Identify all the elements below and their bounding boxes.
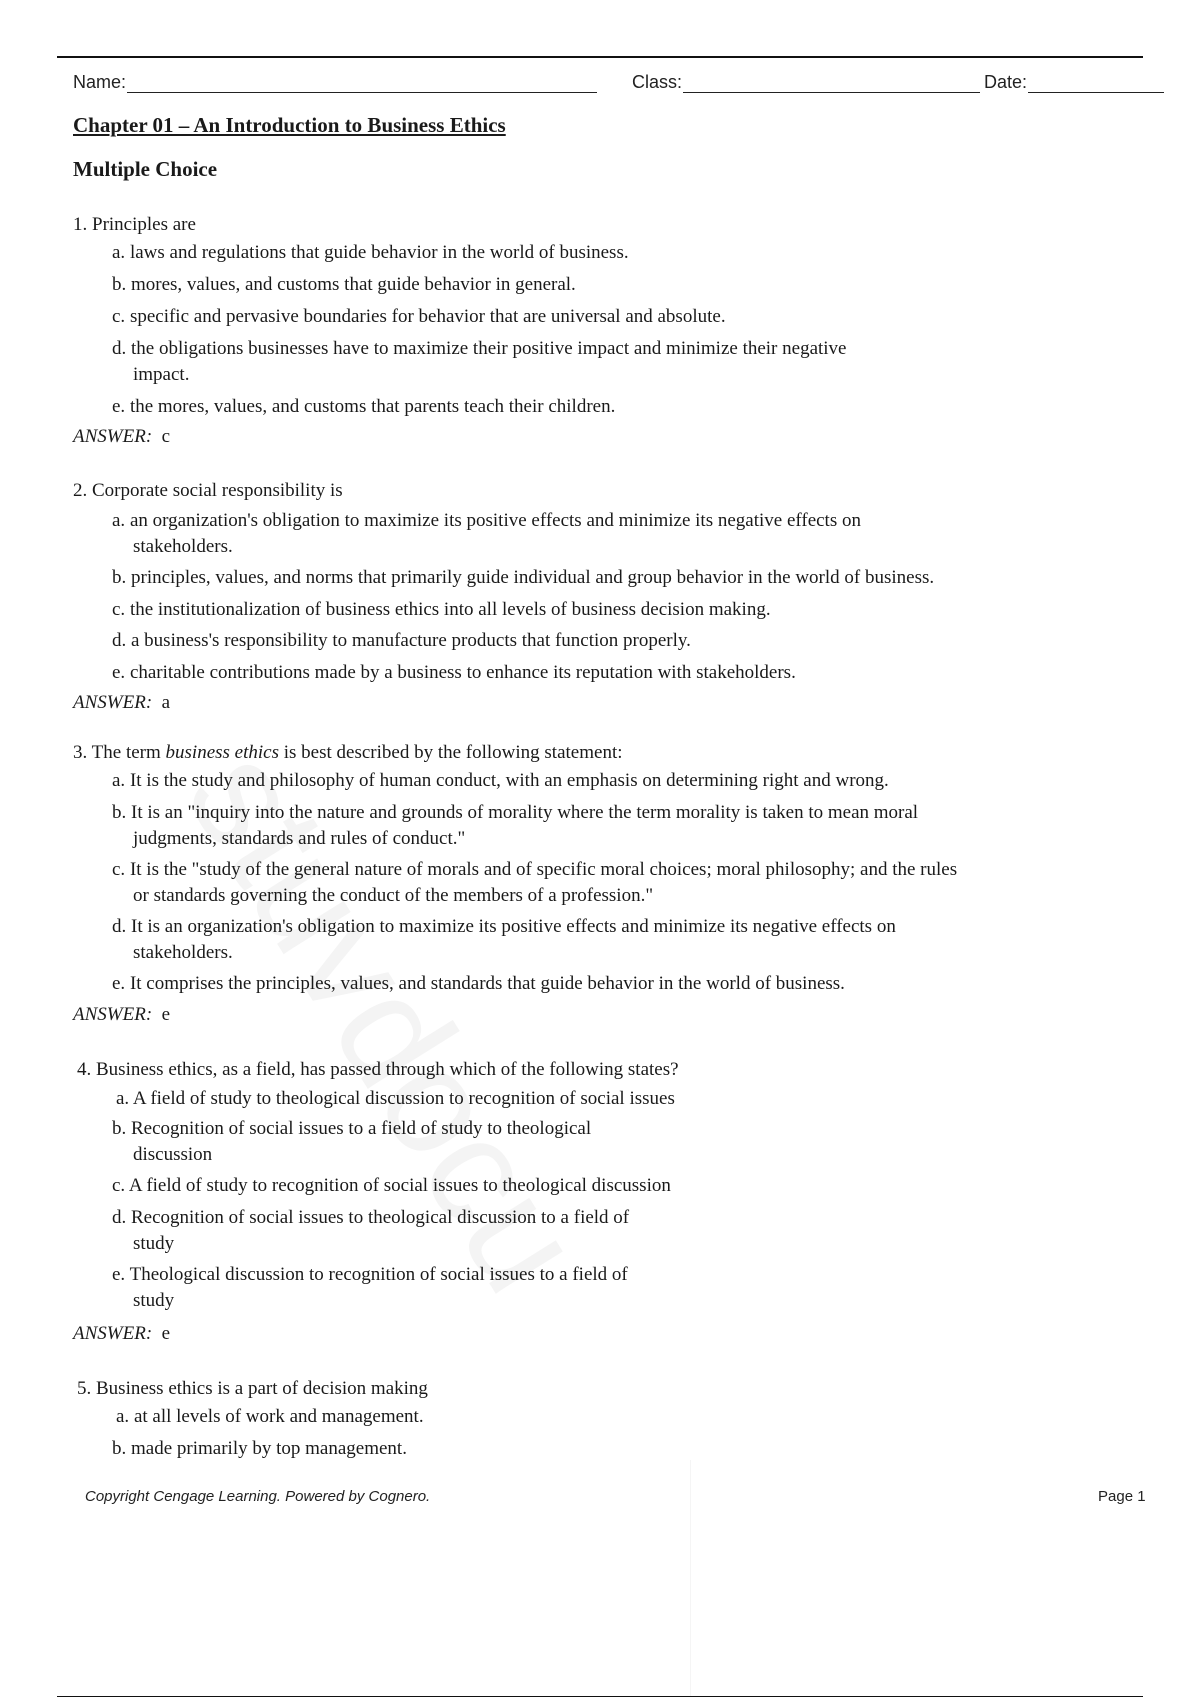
section-heading: Multiple Choice	[73, 157, 218, 181]
bottom-rule	[57, 1696, 1143, 1697]
answer-key: ANSWER: a	[73, 692, 171, 713]
question-stem: 5. Business ethics is a part of decision making	[77, 1378, 428, 1399]
answer-option: b. principles, values, and norms that primarily guide individual and group behavior in the world of business.	[112, 567, 935, 588]
question-stem: 3. The term business ethics is best described by the following statement:	[73, 742, 623, 763]
answer-option: c. It is the "study of the general nature of morals and of specific moral choices; moral philosophy; and the rules or standards governing the conduct of the members of a profession."	[112, 859, 958, 906]
class-line[interactable]	[683, 74, 980, 93]
question-stem: 2. Corporate social responsibility is	[73, 480, 343, 501]
answer-key: ANSWER: e	[73, 1323, 171, 1344]
name-label: Name:	[73, 72, 127, 92]
answer-option: b. made primarily by top management.	[112, 1438, 407, 1459]
date-field[interactable]	[984, 72, 1164, 93]
page-edge-shadow	[690, 1460, 691, 1696]
student-header	[73, 72, 1168, 96]
chapter-title: Chapter 01 – An Introduction to Business Ethics	[73, 113, 506, 137]
answer-option: a. an organization's obligation to maximize its positive effects and minimize its negative effects on stakeholders.	[112, 510, 861, 557]
answer-option: c. specific and pervasive boundaries for behavior that are universal and absolute.	[112, 306, 726, 327]
question-stem: 4. Business ethics, as a field, has passed through which of the following states?	[77, 1059, 679, 1080]
answer-option: e. It comprises the principles, values, and standards that guide behavior in the world of business.	[112, 973, 845, 994]
answer-option: a. A field of study to theological discussion to recognition of social issues	[116, 1088, 675, 1109]
answer-option: e. the mores, values, and customs that parents teach their children.	[112, 396, 616, 417]
answer-option: c. A field of study to recognition of social issues to theological discussion	[112, 1175, 671, 1196]
date-line[interactable]	[1028, 74, 1164, 93]
answer-option: b. Recognition of social issues to a field of study to theological discussion	[112, 1118, 592, 1165]
answer-key: ANSWER: e	[73, 1004, 171, 1025]
top-rule	[57, 56, 1143, 58]
answer-option: d. a business's responsibility to manufacture products that function properly.	[112, 630, 691, 651]
class-field[interactable]	[632, 72, 980, 93]
answer-option: b. It is an "inquiry into the nature and grounds of morality where the term morality is taken to mean moral judgments, standards and rules of conduct."	[112, 802, 919, 849]
question-stem: 1. Principles are	[73, 214, 196, 235]
answer-option: e. Theological discussion to recognition of social issues to a field of study	[112, 1264, 628, 1311]
answer-option: d. the obligations businesses have to maximize their positive impact and minimize their negative impact.	[112, 338, 847, 385]
answer-option: e. charitable contributions made by a business to enhance its reputation with stakeholders.	[112, 662, 796, 683]
answer-key: ANSWER: c	[73, 426, 171, 447]
answer-option: b. mores, values, and customs that guide behavior in general.	[112, 274, 576, 295]
copyright-footer: Copyright Cengage Learning. Powered by Cognero.	[85, 1488, 431, 1505]
answer-option: d. Recognition of social issues to theological discussion to a field of study	[112, 1207, 630, 1254]
answer-option: c. the institutionalization of business ethics into all levels of business decision making.	[112, 599, 771, 620]
date-label: Date:	[984, 72, 1028, 92]
page-number: Page 1	[1098, 1488, 1146, 1505]
answer-option: a. laws and regulations that guide behavior in the world of business.	[112, 242, 629, 263]
class-label: Class:	[632, 72, 683, 92]
answer-option: a. at all levels of work and management.	[116, 1406, 424, 1427]
answer-option: a. It is the study and philosophy of human conduct, with an emphasis on determining right and wrong.	[112, 770, 889, 791]
answer-option: d. It is an organization's obligation to maximize its positive effects and minimize its negative effects on stakeholders.	[112, 916, 896, 963]
name-field[interactable]	[73, 72, 597, 93]
name-line[interactable]	[127, 74, 597, 93]
